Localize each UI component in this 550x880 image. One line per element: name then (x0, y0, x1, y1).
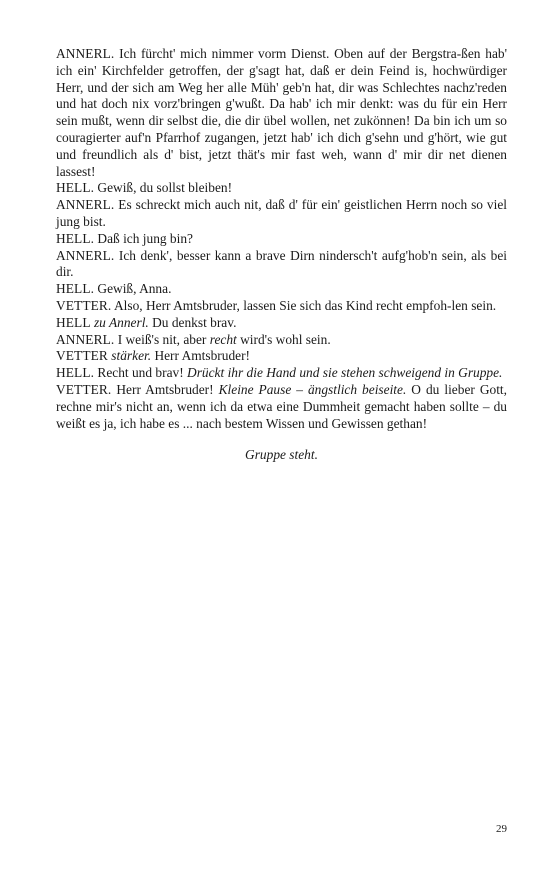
speech-text: Daß ich jung bin? (94, 230, 193, 246)
speaker-name: HELL. (56, 365, 95, 381)
speech-text: I weiß's nit, aber (114, 331, 210, 347)
dialogue-paragraph (56, 365, 507, 382)
dialogue-paragraph (56, 315, 507, 332)
speech-text: Ich denk', besser kann a brave Dirn nindersch't aufg'hob'n sein, als bei dir. (56, 247, 507, 280)
speech-text: Also, Herr Amtsbruder, lassen Sie sich das Kind recht empfoh-len sein. (111, 297, 497, 313)
dialogue (56, 46, 507, 432)
dialogue-paragraph (56, 197, 507, 231)
speaker-name: VETTER. (56, 297, 112, 313)
dialogue-paragraph (56, 281, 507, 298)
dialogue-paragraph (56, 298, 507, 315)
dialogue-paragraph (56, 348, 507, 365)
dialogue-paragraph (56, 180, 507, 197)
speaker-name: ANNERL. (56, 197, 115, 213)
speaker-name: HELL. (56, 281, 95, 297)
dialogue-paragraph (56, 248, 507, 282)
speech-text: wird's wohl sein. (236, 331, 331, 347)
speaker-name: HELL. (56, 230, 95, 246)
stage-note: stärker. (111, 348, 152, 364)
speech-text: Es schreckt mich auch nit, daß d' für ein' geistlichen Herrn noch so viel jung bist. (56, 197, 507, 229)
speech-text: Du denkst brav. (148, 314, 237, 330)
dialogue-paragraph (56, 46, 507, 180)
stage-note: zu Annerl. (93, 314, 149, 330)
dialogue-paragraph (56, 231, 507, 248)
speech-text: Recht und brav! (94, 365, 188, 381)
stage-direction: Gruppe steht. (245, 447, 318, 463)
speech-text: Ich fürcht' mich nimmer vorm Dienst. Oben auf der Bergstra-ßen hab' ich ein' Kirchfelder getroffen, der g'sagt hat, daß er dein Feind is, hochwürdiger Herr, und der sich am Weg her alle Müh' geb'n hat, dir was Schlechtes nachz'reden und hat doch nix vorz'bringen g'wußt. Da hab' ich mir denkt: was du für ein Herr sein mußt, wenn dir selbst die, die dir übel wollen, net zukönnen! Da bin ich um so couragierter auf'n Pfarrhof zugangen, jetzt hab' ich dich g'sehn und g'hört, wie gut und freundlich als d' bist, jetzt thät's mir fast weh, wann d' mir dir net dienen lassest! (56, 46, 507, 179)
speech-text: Herr Amtsbruder! (111, 381, 219, 397)
speech-text: Gewiß, Anna. (94, 281, 172, 297)
speaker-name: VETTER. (56, 381, 112, 397)
speech-text: Gewiß, du sollst bleiben! (94, 180, 233, 196)
stage-note: Kleine Pause – ängstlich beiseite. (218, 381, 407, 397)
page-number: 29 (496, 823, 507, 835)
speaker-name: ANNERL. (56, 247, 115, 263)
speech-text: O du lieber Gott, rechne mir's nicht an, wenn ich da etwa eine Dummheit gemacht haben sollte – du weißt es ja, ich habe es ... nach bestem Wissen und Gewissen gethan! (56, 381, 508, 431)
speech-text: Herr Amtsbruder! (151, 348, 251, 364)
speaker-name: ANNERL. (56, 46, 115, 61)
dialogue-paragraph (56, 332, 507, 349)
speaker-name: HELL (56, 314, 91, 330)
page-text (56, 46, 507, 464)
speaker-name: ANNERL. (56, 331, 115, 347)
stage-note: recht (209, 331, 237, 347)
speaker-name: HELL. (56, 180, 95, 196)
speaker-name: VETTER (56, 348, 108, 364)
stage-note: Drückt ihr die Hand und sie stehen schweigend in Gruppe. (187, 365, 503, 381)
dialogue-paragraph (56, 382, 507, 432)
